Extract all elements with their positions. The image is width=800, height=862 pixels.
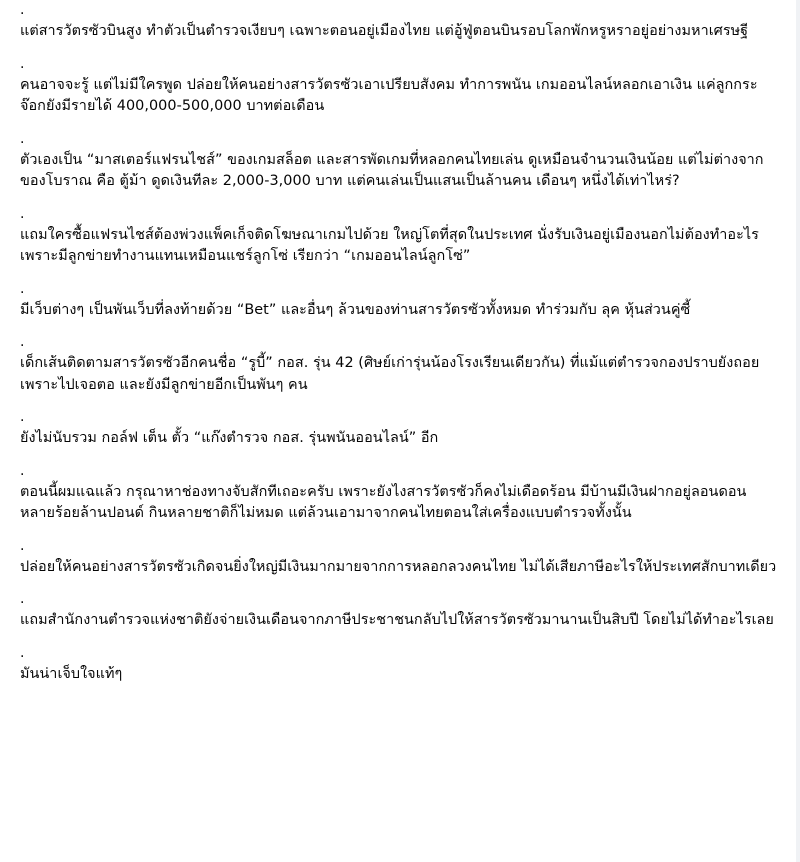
paragraph-gap (20, 525, 778, 536)
paragraph-separator: . (20, 2, 25, 18)
paragraph-gap (20, 193, 778, 204)
post-paragraph: แต่สารวัตรซัวบินสูง ทำตัวเป็นตำรวจเงียบๆ เฉพาะตอนอยู่เมืองไทย แต่อู้ฟู่ตอนบินรอบโลกพักหรูหราอยู่อย่างมหาเศรษฐี (20, 23, 749, 39)
paragraph-gap (20, 43, 778, 54)
post-paragraph: ปล่อยให้คนอย่างสารวัตรซัวเกิดจนยิ่งใหญ่มีเงินมากมายจากการหลอกลวงคนไทย ไม่ได้เสียภาษีอะไรให้ประเทศสักบาทเดียว (20, 558, 777, 575)
paragraph-separator: . (20, 55, 25, 72)
scrollbar-track[interactable] (796, 0, 800, 862)
paragraph-gap (20, 450, 778, 461)
paragraph-gap (20, 578, 778, 589)
post-paragraph: ตัวเองเป็น “มาสเตอร์แฟรนไชส์” ของเกมสล็อต และสารพัดเกมที่หลอกคนไทยเล่น ดูเหมือนจำนวนเงินน้อย แต่ไม่ต่างจากของโบราณ คือ ตู้ม้า ดูดเงินทีละ 2,000-3,000 บาท แต่คนเล่นเป็นแสนเป็นล้านคน เดือนๆ หนึ่งได้เท่าไหร่? (20, 151, 764, 189)
paragraph-separator: . (20, 591, 25, 607)
paragraph-separator: . (20, 280, 25, 297)
post-paragraph: ยังไม่นับรวม กอล์ฟ เต็น ตั้ว “แก๊งตำรวจ กอส. รุ่นพนันออนไลน์” อีก (20, 430, 439, 446)
post-paragraph: มันน่าเจ็บใจแท้ๆ (20, 665, 123, 682)
post-paragraph: เด็กเส้นติดตามสารวัตรซัวอีกคนชื่อ “รูบี้” กอส. รุ่น 42 (ศิษย์เก่ารุ่นน้องโรงเรียนเดียวกัน) ที่แม้แต่ตำรวจกองปราบยังถอย เพราะไปเจอตอ และยังมีลูกข่ายอีกเป็นพันๆ คน (20, 355, 764, 393)
paragraph-gap (20, 268, 778, 279)
post-paragraph: มีเว็บต่างๆ เป็นพันเว็บที่ลงท้ายด้วย “Bet” และอื่นๆ ล้วนของท่านสารวัตรซัวทั้งหมด ทำร่วมกับ ลุค หุ้นส่วนคู่ซี้ (20, 301, 691, 318)
paragraph-separator: . (20, 130, 25, 147)
paragraph-separator: . (20, 537, 25, 554)
post-paragraph: แถมสำนักงานตำรวจแห่งชาติยังจ่ายเงินเดือนจากภาษีประชาชนกลับไปให้สารวัตรซัวมานานเป็นสิบปี โดยไม่ได้ทำอะไรเลย (20, 612, 774, 628)
paragraph-gap (20, 118, 778, 129)
paragraph-separator: . (20, 644, 25, 661)
paragraph-gap (20, 632, 778, 643)
paragraph-gap (20, 396, 778, 407)
paragraph-gap (20, 321, 778, 332)
paragraph-separator: . (20, 409, 25, 425)
paragraph-separator: . (20, 334, 25, 350)
post-paragraph: คนอาจจะรู้ แต่ไม่มีใครพูด ปล่อยให้คนอย่างสารวัตรซัวเอาเปรียบสังคม ทำการพนัน เกมออนไลน์หลอกเอาเงิน แค่ลูกกระจ๊อกยังมีรายได้ 400,000-500,000 บาทต่อเดือน (20, 76, 758, 114)
paragraph-separator: . (20, 462, 25, 479)
post-paragraph: แถมใครซื้อแฟรนไชส์ต้องพ่วงแพ็คเก็จติดโฆษณาเกมไปด้วย ใหญ่โตที่สุดในประเทศ นั่งรับเงินอยู่เมืองนอกไม่ต้องทำอะไร เพราะมีลูกข่ายทำงานแทนเหมือนแชร์ลูกโซ่ เรียกว่า “เกมออนไลน์ลูกโซ่” (20, 226, 764, 264)
paragraph-separator: . (20, 205, 25, 222)
post-paragraph: ตอนนี้ผมแฉแล้ว กรุณาหาช่องทางจับสักทีเถอะครับ เพราะยังไงสารวัตรซัวก็คงไม่เดือดร้อน มีบ้านมีเงินฝากอยู่ลอนดอนหลายร้อยล้านปอนด์ กินหลายชาติก็ไม่หมด แต่ล้วนเอามาจากคนไทยตอนใส่เครื่องแบบตำรวจทั้งนั้น (20, 483, 747, 521)
